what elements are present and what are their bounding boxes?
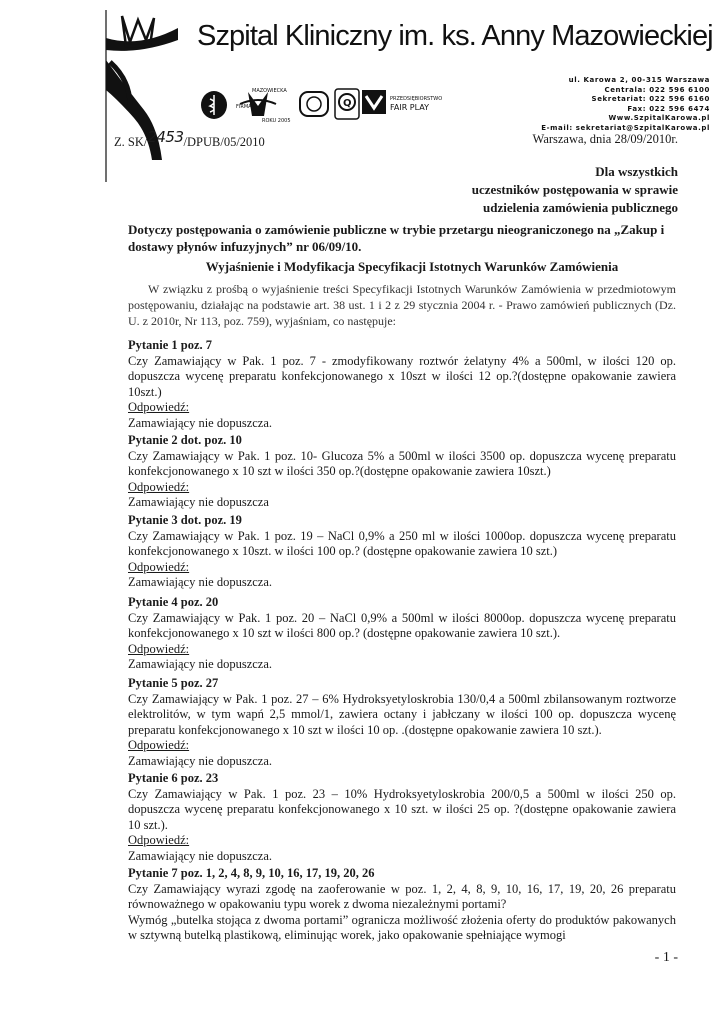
question-title: Pytanie 4 poz. 20 <box>128 595 219 609</box>
question-block <box>128 595 676 673</box>
question-block <box>128 676 676 769</box>
website-line: Www.SzpitalKarowa.pl <box>608 114 710 123</box>
question-block <box>128 433 676 511</box>
addressee-line: udzielenia zamówienia publicznego <box>483 200 678 215</box>
contact-block <box>541 76 710 134</box>
addressee-line: Dla wszystkich <box>595 164 678 179</box>
question-title: Pytanie 1 poz. 7 <box>128 338 213 352</box>
question-body: Czy Zamawiający w Pak. 1 poz. 23 – 10% Hydroksyetyloskrobia 200/0,5 a 500ml w ilości 250 op. dopuszcza wycenę preparatu konfekcjonowanego x 10 szt. w ilości 25 op. ?(dostępne opakowanie zawiera 10 szt.). <box>128 786 676 832</box>
addressee-block <box>472 163 678 217</box>
address-line: ul. Karowa 2, 00-315 Warszawa <box>568 76 710 84</box>
fair-play-sub-label: PRZEDSIĘBIORSTWO <box>390 96 443 102</box>
question-title: Pytanie 6 poz. 23 <box>128 771 219 785</box>
email-line: E-mail: sekretariat@SzpitalKarowa.pl <box>541 123 710 132</box>
question-block <box>128 771 676 864</box>
fair-play-label: FAIR PLAY <box>390 103 430 112</box>
answer-text: Zamawiający nie dopuszcza. <box>128 657 273 671</box>
answer-label: Odpowiedź: <box>128 559 190 574</box>
answer-label: Odpowiedź: <box>128 479 190 494</box>
question-title: Pytanie 5 poz. 27 <box>128 676 219 690</box>
reference-suffix: /DPUB/05/2010 <box>183 135 265 149</box>
question-body: Czy Zamawiający wyrazi zgodę na zaoferowanie w poz. 1, 2, 4, 8, 9, 10, 16, 17, 19, 20, 26 preparatu równoważnego w opakowaniu typu worek z dwoma niezależnymi portami? <box>128 881 676 911</box>
question-extra: Wymóg „butelka stojąca z dwoma portami” ogranicza możliwość złożenia oferty do produktów pakowanych w sztywną butelką plastikową, eliminując worek, jako opakowanie spełniające wymogi <box>128 912 676 942</box>
mazowiecka-firma-badge <box>232 86 294 126</box>
mazowiecka-label: MAZOWIECKA <box>252 88 287 94</box>
hospital-name: Szpital Kliniczny im. ks. Anny Mazowieckiej <box>197 20 713 52</box>
reference-number <box>114 128 265 150</box>
subject-paragraph: Dotyczy postępowania o zamówienie publiczne w trybie przetargu nieograniczonego na „Zakup i dostawy płynów infuzyjnych” nr 06/09/10. <box>128 222 665 254</box>
iso-quality-icon <box>334 88 360 120</box>
roku-label: ROKU 2005 <box>262 118 291 124</box>
phone-line: Centrala: 022 596 6100 <box>604 85 710 94</box>
section-heading: Wyjaśnienie i Modyfikacja Specyfikacji Istotnych Warunków Zamówienia <box>205 259 619 274</box>
question-title: Pytanie 7 poz. 1, 2, 4, 8, 9, 10, 16, 17, 19, 20, 26 <box>128 866 375 880</box>
answer-text: Zamawiający nie dopuszcza. <box>128 415 273 430</box>
question-block <box>128 866 676 944</box>
secretariat-line: Sekretariat: 022 596 6160 <box>591 95 710 104</box>
answer-label: Odpowiedź: <box>128 833 190 847</box>
quality-cert-icon <box>298 90 330 118</box>
answer-label: Odpowiedź: <box>128 738 190 752</box>
hospital-emblem-icon <box>100 10 178 182</box>
question-block <box>128 513 676 591</box>
answer-text: Zamawiający nie dopuszcza <box>128 495 269 509</box>
medical-seal-icon <box>200 90 228 120</box>
question-title: Pytanie 3 dot. poz. 19 <box>128 513 242 527</box>
question-block <box>128 338 676 431</box>
intro-paragraph: W związku z prośbą o wyjaśnienie treści Specyfikacji Istotnych Warunków Zamówienia w przedmiotowym postępowaniu, działając na podstawie art. 38 ust. 1 i 2 z 29 stycznia 2004 r. - Prawo zamówień publicznych (Dz. U. z 2010r, Nr 113, poz. 759), wyjaśniam, co następuje: <box>128 282 676 328</box>
question-body: Czy Zamawiający w Pak. 1 poz. 7 - zmodyfikowany roztwór żelatyny 4% a 500ml, w ilości 120 op. dopuszcza wycenę preparatu konfekcjonowanego x 10szt w ilości 12 op.?(dostępne opakowanie zawiera 10szt.) <box>128 353 676 399</box>
answer-text: Zamawiający nie dopuszcza. <box>128 753 273 768</box>
certification-badges <box>200 86 460 126</box>
answer-label: Odpowiedź: <box>128 641 190 656</box>
question-title: Pytanie 2 dot. poz. 10 <box>128 433 242 447</box>
place-date: Warszawa, dnia 28/09/2010r. <box>532 132 678 146</box>
handwritten-number: 2453 <box>147 128 184 146</box>
answer-text: Zamawiający nie dopuszcza. <box>128 575 273 589</box>
answer-label: Odpowiedź: <box>128 400 190 414</box>
page-number: - 1 - <box>654 950 678 965</box>
fax-line: Fax: 022 596 6474 <box>627 104 710 113</box>
answer-text: Zamawiający nie dopuszcza. <box>128 848 273 863</box>
question-body: Czy Zamawiający w Pak. 1 poz. 20 – NaCl 0,9% a 500ml w ilości 8000op. dopuszcza wycenę preparatu konfekcjonowanego x 10 szt w ilości 800 op.? (dostępne opakowanie zawiera 10 szt.). <box>128 610 676 640</box>
question-body: Czy Zamawiający w Pak. 1 poz. 10- Glucoza 5% a 500ml w ilości 3500 op. dopuszcza wycenę preparatu konfekcjonowanego x 10 szt w ilości 350 op.?(dostępne opakowanie zawiera 10szt.) <box>128 448 676 478</box>
reference-prefix: Z. SK/ <box>114 135 148 149</box>
svg-text:Q: Q <box>343 98 352 109</box>
question-body: Czy Zamawiający w Pak. 1 poz. 19 – NaCl 0,9% a 250 ml w ilości 1000op. dopuszcza wycenę preparatu konfekcjonowanego x 10szt. w ilości 100 op.? (dostępne opakowanie zawiera 10 szt.) <box>128 528 676 558</box>
fair-play-icon <box>362 90 386 114</box>
firma-label: FIRMA <box>236 104 252 110</box>
addressee-line: uczestników postępowania w sprawie <box>471 182 678 197</box>
question-body: Czy Zamawiający w Pak. 1 poz. 27 – 6% Hydroksyetyloskrobia 130/0,4 a 500ml zbilansowanym roztworze elektrolitów, w tym wapń 2,5 mmol/1, zawiera octany i jabłczany w ilości 100 op. dopuszcza wycenę preparatu konfekcjonowanego x 10 szt w ilości 10 op. .(dostępne opakowanie zawiera 10 szt.). <box>128 691 676 737</box>
